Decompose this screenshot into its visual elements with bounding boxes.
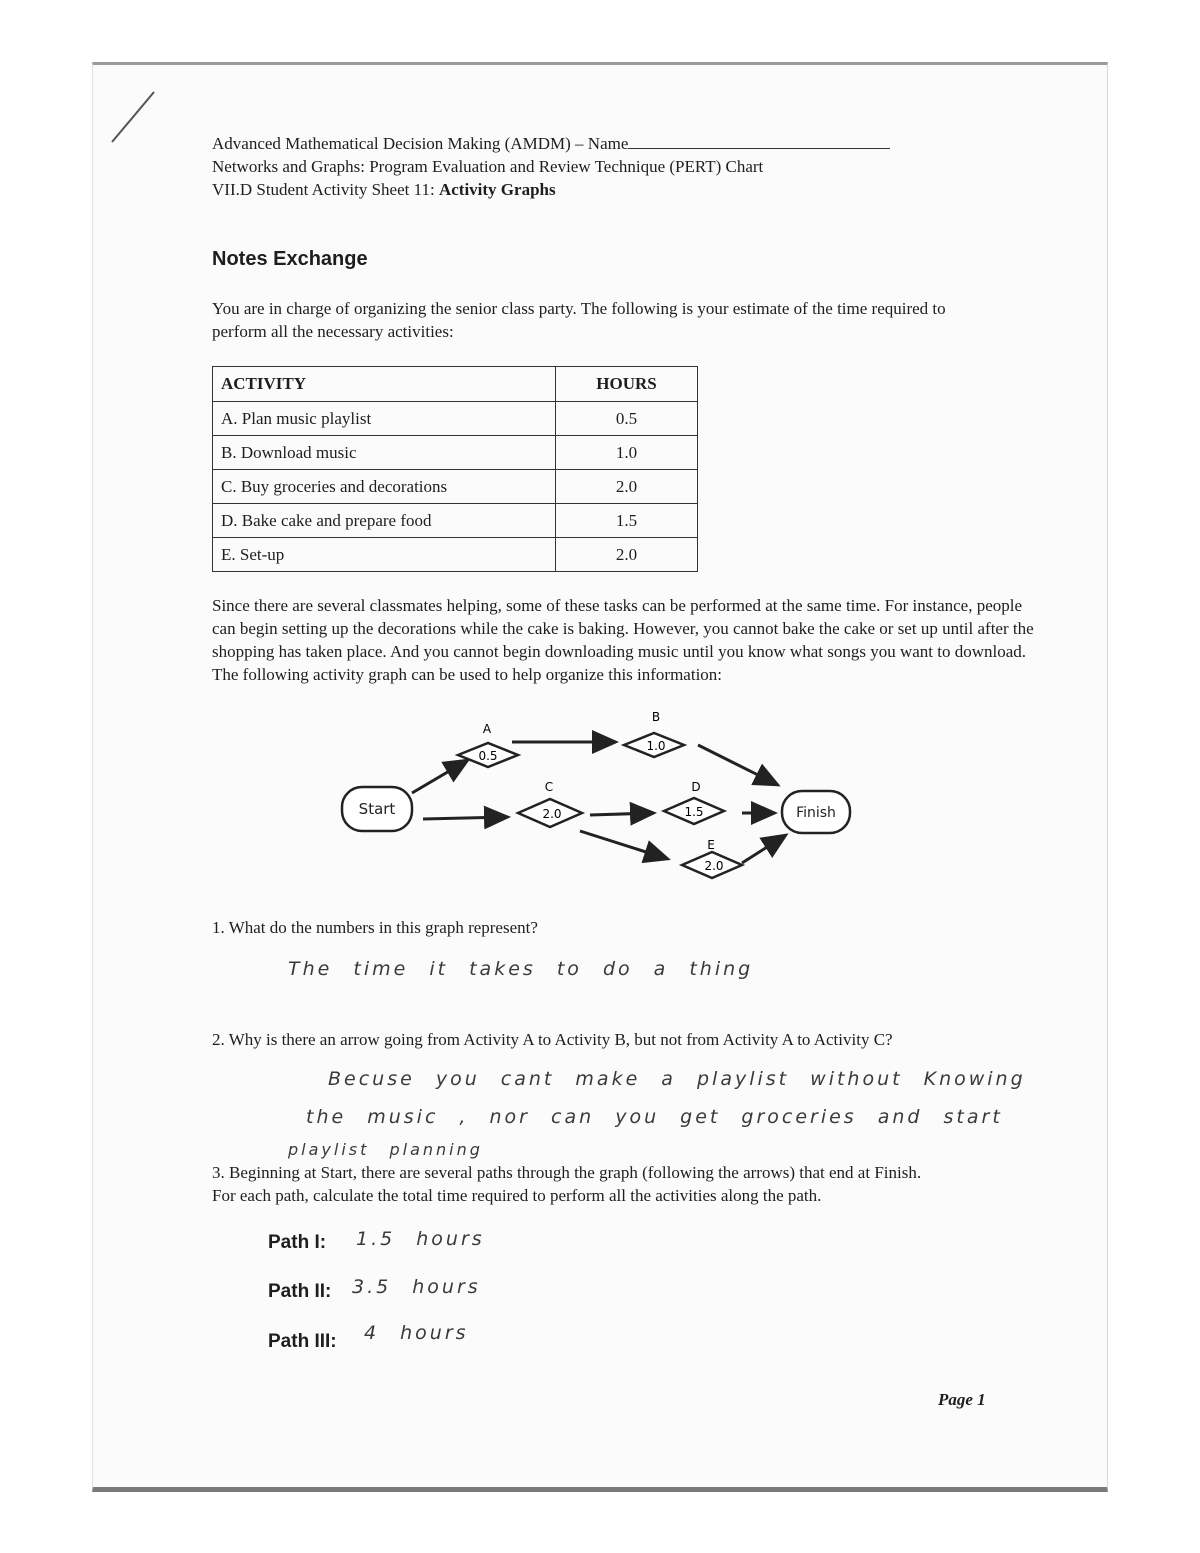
finish-label: Finish	[796, 805, 836, 821]
path-3-answer: 4 hours	[364, 1322, 469, 1344]
node-a-value: 0.5	[478, 749, 498, 763]
node-d-letter: D	[691, 780, 701, 794]
table-row	[213, 470, 698, 504]
section-title: Notes Exchange	[212, 248, 368, 270]
unit-title: Networks and Graphs: Program Evaluation and Review Technique (PERT) Chart	[212, 157, 764, 176]
pencil-mark	[108, 88, 158, 148]
start-label: Start	[358, 800, 396, 818]
question-3-line-1: 3. Beginning at Start, there are several paths through the graph (following the arrows) that end at Finish.	[212, 1163, 922, 1182]
node-c-letter: C	[544, 780, 554, 794]
table-row	[213, 504, 698, 538]
activity-graph	[330, 705, 870, 895]
activity-cell: B. Download music	[213, 436, 556, 470]
sheet-topic: Activity Graphs	[438, 180, 556, 199]
edge-c-d	[590, 813, 654, 815]
sheet-title: VII.D Student Activity Sheet 11:	[212, 180, 439, 199]
question-3-line-2: For each path, calculate the total time required to perform all the activities along the path.	[212, 1186, 822, 1205]
name-blank	[628, 132, 890, 149]
edge-b-finish	[698, 745, 778, 785]
node-c-value: 2.0	[542, 807, 562, 821]
table-row	[213, 538, 698, 572]
path-2-label: Path II:	[268, 1281, 332, 1302]
activity-header: ACTIVITY	[213, 367, 556, 402]
answer-2-line-2: the music , nor can you get groceries and start	[306, 1106, 1003, 1128]
explanation-paragraph: Since there are several classmates helping, some of these tasks can be performed at the same time. For instance, people can begin setting up the decorations while the cake is baking. However, you cannot bake the cake or set up until after the shopping has taken place. And you cannot begin downloading music until you know what songs you want to download. The following activity graph can be used to help organize this information:	[212, 596, 1034, 684]
activity-cell: E. Set-up	[213, 538, 556, 572]
activity-table	[212, 366, 698, 572]
edge-c-e	[580, 831, 668, 859]
table-row	[213, 402, 698, 436]
hours-cell: 0.5	[556, 402, 698, 436]
worksheet-header	[212, 132, 890, 201]
edge-start-c	[423, 817, 508, 819]
node-b-letter: B	[651, 710, 661, 724]
question-1: 1. What do the numbers in this graph represent?	[212, 918, 538, 937]
question-2: 2. Why is there an arrow going from Activity A to Activity B, but not from Activity A to Activity C?	[212, 1030, 893, 1049]
table-row	[213, 436, 698, 470]
activity-cell: A. Plan music playlist	[213, 402, 556, 436]
node-e-value: 2.0	[704, 859, 724, 873]
node-e-letter: E	[707, 838, 715, 852]
question-3	[212, 1161, 1012, 1207]
edge-e-finish	[742, 835, 786, 863]
activity-cell: C. Buy groceries and decorations	[213, 470, 556, 504]
hours-cell: 2.0	[556, 470, 698, 504]
hours-cell: 1.5	[556, 504, 698, 538]
activity-cell: D. Bake cake and prepare food	[213, 504, 556, 538]
course-title: Advanced Mathematical Decision Making (AMDM) – Name	[212, 134, 629, 153]
node-a-letter: A	[482, 722, 492, 736]
path-1-label: Path I:	[268, 1232, 327, 1253]
hours-header: HOURS	[556, 367, 698, 402]
intro-paragraph: You are in charge of organizing the senior class party. The following is your estimate of the time required to perform all the necessary activities:	[212, 299, 946, 341]
answer-1: The time it takes to do a thing	[288, 958, 754, 980]
edge-start-a	[412, 760, 468, 793]
node-b-value: 1.0	[646, 739, 666, 753]
page-number: Page 1	[938, 1390, 986, 1409]
path-3-label: Path III:	[268, 1331, 337, 1352]
answer-2-line-1: Becuse you cant make a playlist without Knowing	[328, 1068, 1026, 1090]
table-header-row	[213, 367, 698, 402]
hours-cell: 1.0	[556, 436, 698, 470]
node-d-value: 1.5	[684, 805, 704, 819]
answer-2-line-3: playlist planning	[288, 1140, 483, 1159]
path-2-answer: 3.5 hours	[352, 1276, 481, 1298]
hours-cell: 2.0	[556, 538, 698, 572]
path-1-answer: 1.5 hours	[356, 1228, 485, 1250]
